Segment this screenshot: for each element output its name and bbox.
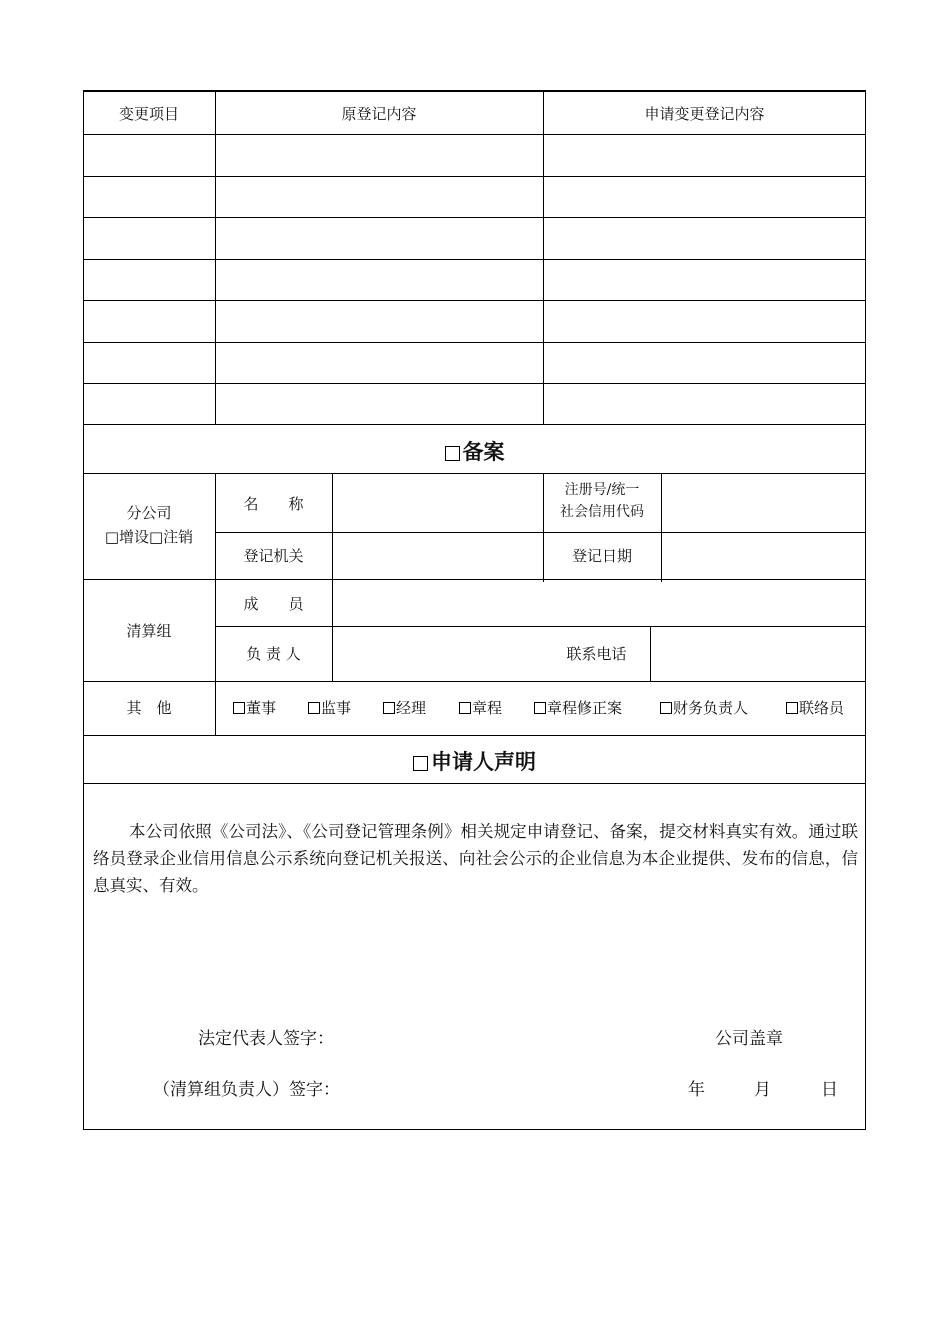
registration-form — [83, 90, 866, 1130]
liquidation-leader-field[interactable] — [333, 627, 543, 681]
branch-authority-field[interactable] — [333, 533, 543, 579]
legal-rep-signature-label: 法定代表人签字： — [198, 1029, 334, 1049]
checkbox-icon[interactable] — [786, 702, 798, 714]
other-option-liaison[interactable]: 联络员 — [786, 696, 844, 720]
liquidation-members-field[interactable] — [333, 580, 865, 626]
other-label: 其 他 — [126, 699, 172, 717]
header-original-content: 原登记内容 — [341, 105, 417, 123]
change-row[interactable] — [83, 343, 866, 383]
date-month-label: 月 — [754, 1080, 771, 1100]
declaration-checkbox[interactable] — [413, 756, 428, 771]
liquidation-members-label: 成 员 — [243, 595, 304, 613]
declaration-text: 本公司依照《公司法》、《公司登记管理条例》相关规定申请登记、备案，提交材料真实有效。通过联络员登录企业信用信息公示系统向登记机关报送、向社会公示的企业信息为本企业提供、发布的信息，信息真实、有效。 — [93, 822, 858, 895]
filing-section-title: 备案 — [83, 436, 866, 466]
liquidation-leader-label: 负 责 人 — [246, 645, 301, 663]
liquidation-phone-field[interactable] — [651, 627, 865, 681]
other-option-finance-officer[interactable]: 财务负责人 — [660, 696, 748, 720]
company-seal-label: 公司盖章 — [715, 1029, 783, 1049]
other-option-director[interactable]: 董事 — [233, 696, 276, 720]
branch-date-field[interactable] — [662, 533, 865, 579]
header-new-content: 申请变更登记内容 — [644, 105, 765, 123]
branch-date-label: 登记日期 — [571, 547, 632, 565]
checkbox-icon[interactable] — [660, 702, 672, 714]
checkbox-icon[interactable] — [383, 702, 395, 714]
checkbox-icon[interactable] — [534, 702, 546, 714]
branch-authority-label: 登记机关 — [243, 547, 304, 565]
change-row[interactable] — [83, 384, 866, 424]
change-row[interactable] — [83, 135, 866, 176]
filing-checkbox[interactable] — [445, 446, 460, 461]
other-option-manager[interactable]: 经理 — [383, 696, 426, 720]
change-row[interactable] — [83, 301, 866, 342]
date-year-label: 年 — [688, 1080, 705, 1100]
checkbox-icon[interactable] — [308, 702, 320, 714]
liquidation-label: 清算组 — [126, 622, 172, 640]
liquidation-signature-label: （清算组负责人）签字： — [153, 1080, 340, 1100]
branch-reg-no-field[interactable] — [662, 475, 865, 532]
branch-name-label: 名 称 — [243, 495, 304, 513]
branch-label: 分公司 □增设□注销 — [104, 504, 194, 546]
checkbox-icon[interactable] — [233, 702, 245, 714]
change-row[interactable] — [83, 260, 866, 300]
other-option-articles-amendment[interactable]: 章程修正案 — [534, 696, 622, 720]
other-option-articles[interactable]: 章程 — [459, 696, 502, 720]
liquidation-phone-label: 联系电话 — [566, 645, 627, 663]
change-row[interactable] — [83, 218, 866, 259]
branch-name-field[interactable] — [333, 475, 543, 532]
date-day-label: 日 — [821, 1080, 838, 1100]
declaration-section-title: 申请人声明 — [83, 746, 866, 776]
change-row[interactable] — [83, 177, 866, 217]
branch-reg-no-label: 注册号/统一 社会信用代码 — [560, 482, 644, 521]
header-change-item: 变更项目 — [118, 105, 179, 123]
other-option-supervisor[interactable]: 监事 — [308, 696, 351, 720]
checkbox-icon[interactable] — [459, 702, 471, 714]
